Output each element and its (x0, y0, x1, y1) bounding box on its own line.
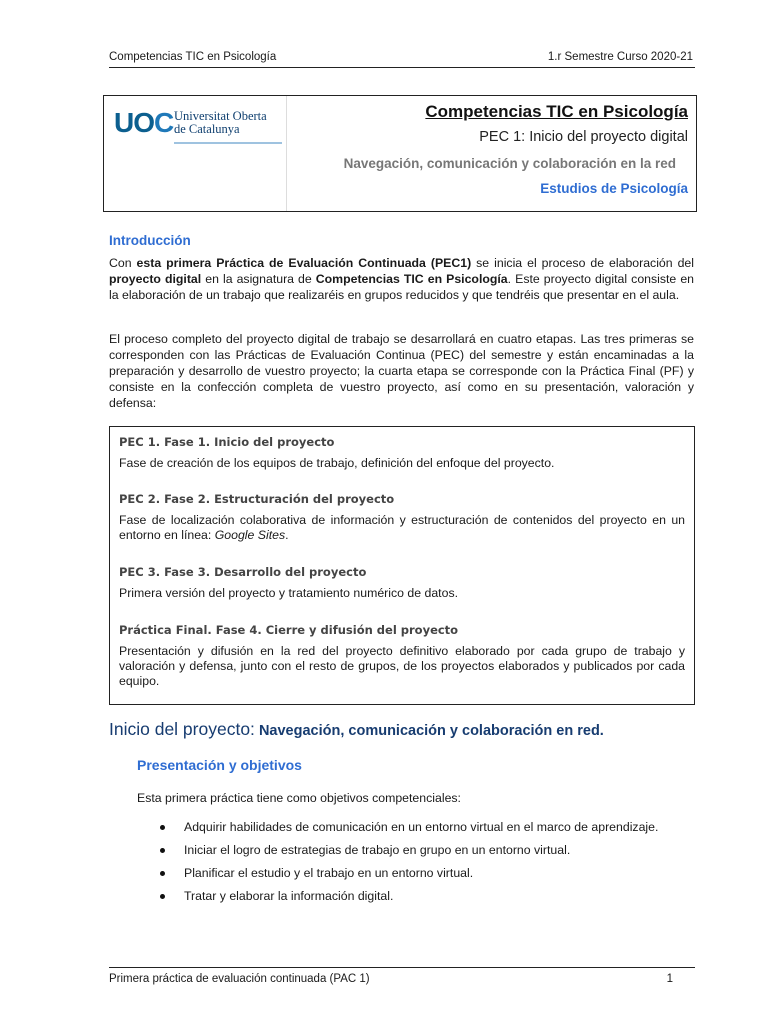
page-footer (109, 967, 695, 988)
intro-heading: Introducción (109, 233, 191, 248)
uoc-logo-mark (114, 108, 173, 138)
header-semester: 1.r Semestre Curso 2020-21 (547, 51, 693, 63)
course-title: Competencias TIC en Psicología (425, 102, 688, 121)
p1-text-3: en la asignatura de (201, 272, 316, 286)
p1-bold-1: esta primera Práctica de Evaluación Continuada (PEC1) (136, 256, 472, 270)
uoc-logo-text (174, 110, 267, 136)
phase-3 (119, 565, 685, 601)
title-divider (286, 96, 287, 211)
bullet-icon (160, 871, 165, 876)
logo-mark-uo: UO (114, 107, 154, 138)
phase-4 (119, 623, 685, 689)
phase-2 (119, 492, 685, 543)
phases-box (109, 426, 695, 705)
objectives-heading: Presentación y objetivos (137, 757, 302, 773)
phase-desc-text: Fase de localización colaborativa de información y estructuración de contenidos del proyecto en un entorno en línea: (119, 513, 685, 542)
pec-subtitle: Navegación, comunicación y colaboración en la red (343, 156, 676, 171)
logo-line1: Universitat Oberta (174, 109, 267, 123)
section-heading-sub: Navegación, comunicación y colaboración en red. (254, 723, 604, 739)
p1-text-2: se inicia el proceso de elaboración del (471, 256, 694, 270)
intro-paragraph-1 (109, 255, 694, 303)
objectives-list (160, 819, 658, 911)
logo-mark-c: C (154, 107, 174, 138)
pec-title: PEC 1: Inicio del proyecto digital (479, 129, 688, 145)
phase-desc (119, 513, 685, 543)
list-item-text: Planificar el estudio y el trabajo en un entorno virtual. (184, 866, 474, 880)
logo-line2: de Catalunya (174, 122, 240, 136)
logo-bar (174, 142, 282, 144)
p1-bold-3: Competencias TIC en Psicología (315, 272, 508, 286)
list-item (160, 842, 658, 865)
footer-title: Primera práctica de evaluación continuada (PAC 1) (109, 973, 370, 985)
phase-title: PEC 2. Fase 2. Estructuración del proyecto (119, 492, 395, 506)
p1-text-1: Con (109, 256, 137, 270)
phase-title: PEC 3. Fase 3. Desarrollo del proyecto (119, 565, 367, 579)
phase-desc: Primera versión del proyecto y tratamiento numérico de datos. (119, 586, 459, 600)
page-header (109, 51, 695, 68)
phase-desc: Presentación y difusión en la red del proyecto definitivo elaborado por cada grupo de trabajo y valoración y defensa, junto con el resto de grupos, de los proyectos elaborados y publicados por cada equipo. (119, 644, 685, 688)
phase-desc: Fase de creación de los equipos de trabajo, definición del enfoque del proyecto. (119, 456, 555, 470)
section-heading (109, 719, 604, 740)
bullet-icon (160, 825, 165, 830)
p1-text-4: . Este proyecto digital consiste en la elaboración de un trabajo que realizaréis en grupos reducidos y que tendréis que presentar en el aula. (109, 272, 695, 302)
phase-1 (119, 435, 685, 471)
phase-desc-em: Google Sites (214, 528, 286, 542)
studies-label: Estudios de Psicología (540, 181, 688, 196)
header-course: Competencias TIC en Psicología (109, 51, 277, 63)
page-number: 1 (666, 973, 673, 985)
phase-title: PEC 1. Fase 1. Inicio del proyecto (119, 435, 335, 449)
list-item (160, 819, 658, 842)
list-item (160, 888, 658, 911)
section-heading-main: Inicio del proyecto: (109, 719, 255, 739)
bullet-icon (160, 848, 165, 853)
bullet-icon (160, 894, 165, 899)
list-item-text: Adquirir habilidades de comunicación en un entorno virtual en el marco de aprendizaje. (184, 820, 659, 834)
list-item (160, 865, 658, 888)
list-item-text: Iniciar el logro de estrategias de trabajo en grupo en un entorno virtual. (184, 843, 571, 857)
title-box (103, 95, 697, 212)
uoc-logo (114, 108, 274, 140)
phase-desc-end: . (285, 528, 289, 542)
intro-paragraph-2: El proceso completo del proyecto digital de trabajo se desarrollará en cuatro etapas. Las tres primeras se corresponden con las Prácticas de Evaluación Continua (PEC) del semestre y están encaminadas a la preparación y desarrollo de vuestro proyecto; la cuarta etapa se corresponde con la Práctica Final (PF) y consiste en la confección completa de vuestro proyecto, así como en su presentación, valoración y defensa: (109, 332, 694, 410)
phase-title: Práctica Final. Fase 4. Cierre y difusión del proyecto (119, 623, 459, 637)
p1-bold-2: proyecto digital (109, 272, 202, 286)
objectives-intro: Esta primera práctica tiene como objetivos competenciales: (137, 791, 461, 805)
list-item-text: Tratar y elaborar la información digital. (184, 889, 394, 903)
